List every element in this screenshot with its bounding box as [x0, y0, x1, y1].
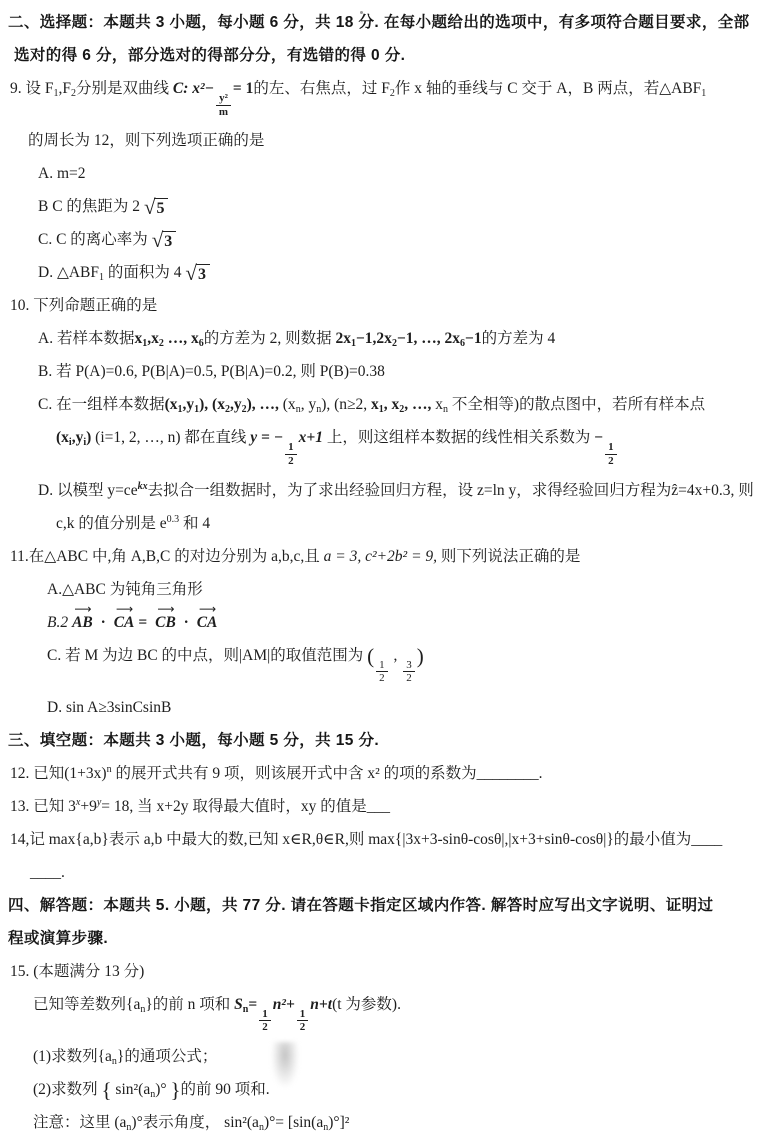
q13	[10, 796, 772, 817]
q15-header	[10, 961, 772, 982]
text-run: a = 3, c²+2b² = 9,	[323, 547, 438, 565]
text-run: (t 为参数).	[332, 995, 401, 1013]
text-run: 12. 已知(1+3x)	[10, 764, 107, 782]
q9-stem-cont	[28, 130, 772, 151]
radicand: 3	[196, 264, 210, 283]
text-run: )°	[155, 1081, 171, 1099]
vector-expression	[196, 601, 219, 633]
text-run: ·	[96, 613, 110, 631]
text-run: )°= [sin(a	[263, 1114, 324, 1132]
document-body	[0, 12, 772, 1133]
subscript: n	[316, 404, 322, 416]
text-run: C. 若 M 为边 BC 的中点，则|AM|的取值范围为	[47, 646, 368, 664]
fraction	[285, 441, 297, 467]
superscript: n	[106, 763, 112, 775]
text-run: ,y	[71, 429, 84, 447]
sec4-header-cont	[8, 928, 772, 949]
text-run: y = −	[250, 429, 284, 447]
text-run: (x	[164, 396, 178, 414]
subscript: n	[140, 1003, 146, 1015]
text-run: 3	[68, 797, 76, 815]
fraction-denominator: 2	[288, 454, 294, 467]
sec3-header	[8, 730, 772, 751]
text-run: C: x²−	[172, 80, 215, 97]
text-run: (	[367, 643, 375, 668]
subscript: n	[443, 404, 449, 416]
fraction-denominator: 2	[299, 1021, 306, 1034]
text-run: )	[416, 643, 424, 668]
fraction	[376, 659, 388, 685]
subscript: 2	[391, 338, 397, 350]
subscript: 1	[350, 338, 356, 350]
vector-expression	[113, 601, 136, 633]
fraction	[259, 1008, 271, 1034]
q14	[10, 829, 772, 850]
q15-given	[33, 994, 772, 1034]
text-run: 13. 已知	[10, 797, 69, 815]
text-run: 10. 下列命题正确的是	[10, 297, 158, 315]
q15-part2	[33, 1078, 772, 1103]
vector-expression	[154, 601, 177, 633]
vector-name: AB	[72, 613, 93, 631]
text-run: −1	[465, 330, 482, 348]
fraction-denominator: 2	[608, 454, 614, 467]
text-run: 去拟合一组数据时，为了求出经验回归方程，设 z=ln y，求得经验回归方程为ẑ=4x+0.3, 则	[147, 481, 754, 499]
text-run: A. m=2	[38, 165, 86, 183]
text-run: A. 若样本数据	[38, 330, 135, 348]
vector-name: CA	[113, 613, 135, 631]
text-run: 三、填空题：本题共 3 小题，每小题 5 分，共 15 分.	[8, 731, 380, 749]
sec4-header	[8, 895, 772, 916]
text-run: (i=1, 2, …, n) 都在直线	[91, 429, 251, 447]
text-run: B C 的焦距为 2	[38, 198, 144, 216]
text-run: 的方差为 4	[481, 330, 556, 348]
text-run: D. 以模型 y=ce	[38, 481, 138, 499]
vector-arrow-icon: ⟶	[157, 601, 174, 616]
q15-part1	[33, 1046, 772, 1067]
text-run: 9. 设 F	[10, 80, 54, 97]
text-run: ), (n≥2,	[321, 396, 372, 414]
fraction-denominator: 2	[379, 672, 385, 685]
subscript: 2	[71, 88, 76, 99]
text-run: …, x	[163, 330, 199, 348]
text-run: }	[170, 1078, 181, 1103]
subscript: 1	[142, 338, 148, 350]
text-run: , …,	[404, 396, 432, 414]
text-run: 的面积为 4	[104, 264, 186, 282]
text-run: 15. (本题满分 13 分)	[10, 962, 145, 980]
text-run: 和 4	[179, 514, 211, 532]
text-run: 四、解答题：本题共 5. 小题，共 77 分. 请在答题卡指定区域内作答. 解答时应写出文字说明、证明过	[8, 896, 714, 914]
text-run: 已知等差数列{a	[33, 995, 141, 1013]
fraction-denominator: 2	[262, 1021, 268, 1034]
subscript: n	[295, 404, 301, 416]
text-run: B.2	[47, 613, 69, 631]
text-run: +9	[80, 797, 97, 815]
text-run: )°表示角度， sin²(a	[131, 1114, 259, 1132]
q9-stem	[10, 78, 772, 118]
subscript: 6	[460, 338, 466, 350]
text-run: (2)求数列	[33, 1081, 102, 1099]
q11-option-d	[47, 697, 772, 718]
subscript: 1	[378, 404, 384, 416]
subscript: n	[242, 1003, 249, 1015]
text-run: ,x	[147, 330, 159, 348]
text-run: −1,2x	[355, 330, 392, 348]
q9-option-c	[38, 228, 772, 253]
text-run: 作 x 轴的垂线与 C 交于 A，B 两点，若△ABF	[394, 80, 702, 97]
text-run: C. C 的离心率为	[38, 231, 152, 249]
text-run: ,y	[229, 396, 242, 414]
text-run: =	[248, 995, 258, 1013]
q10-option-a	[38, 328, 772, 349]
subscript: n	[323, 1122, 329, 1133]
q12	[10, 763, 772, 784]
q10-option-d	[38, 480, 772, 501]
subscript: n	[258, 1122, 264, 1133]
vector-arrow-icon: ⟶	[198, 601, 216, 616]
text-run: D. sin A≥3sinCsinB	[47, 698, 172, 716]
text-run: ), …,	[246, 396, 279, 414]
text-run: ,F	[58, 80, 71, 97]
q10-option-d-cont	[56, 513, 772, 534]
sec2-header	[8, 12, 772, 33]
fraction-numerator: y²	[216, 92, 231, 106]
subscript: 1	[53, 88, 59, 99]
text-run: B. 若 P(A)=0.6, P(B|A)=0.5, P(B|A)=0.2, 则 P(B)=0.38	[38, 363, 385, 381]
fraction-numerator: 1	[376, 659, 388, 673]
text-run: )°]²	[328, 1114, 350, 1132]
fraction-numerator: 3	[403, 659, 415, 673]
text-run: x	[431, 396, 444, 414]
text-run: ·	[179, 613, 193, 631]
text-run: 11.在△ABC 中,角 A,B,C 的对边分别为 a,b,c,且	[10, 547, 324, 565]
text-run: −1, …, 2x	[396, 330, 461, 348]
subscript: n	[150, 1089, 156, 1101]
text-run: x	[371, 396, 379, 414]
text-run: sin²(a	[111, 1081, 151, 1099]
fraction-numerator: 1	[605, 441, 617, 455]
q9-option-d	[38, 261, 772, 286]
text-run: S	[234, 995, 243, 1013]
q11-option-c	[47, 645, 772, 685]
superscript: y	[96, 796, 102, 808]
subscript: 1	[701, 88, 707, 99]
subscript: 1	[177, 404, 183, 416]
fraction-numerator: 1	[285, 441, 297, 455]
text-run: ,	[389, 646, 402, 664]
sqrt-expression	[185, 261, 210, 286]
vector-name: CB	[155, 613, 176, 631]
text-run: , y	[300, 396, 317, 414]
scan-speck-artifact	[360, 11, 363, 14]
vector-name: CA	[196, 613, 218, 631]
text-run: 程或演算步骤.	[8, 929, 109, 947]
q10-stem	[10, 295, 772, 316]
fraction	[403, 659, 415, 685]
subscript: i	[68, 437, 72, 449]
fraction	[216, 92, 231, 118]
text-run: 分别是双曲线	[76, 80, 173, 97]
q9-option-b	[38, 195, 772, 220]
text-run: = 1	[232, 80, 254, 97]
sec2-header-cont	[14, 45, 772, 66]
text-run: x+1	[298, 429, 323, 447]
q14-blank-cont	[30, 862, 772, 883]
q10-option-c-cont	[56, 427, 772, 467]
text-run: x	[134, 330, 143, 348]
fraction-numerator: 1	[297, 1008, 309, 1022]
text-run: (x	[278, 396, 296, 414]
text-run: 的前 90 项和.	[180, 1081, 270, 1099]
text-run: −	[594, 429, 604, 447]
text-run: =	[138, 613, 152, 631]
subscript: 2	[224, 404, 230, 416]
text-run: , x	[383, 396, 400, 414]
text-run: 的方差为 2, 则数据	[203, 330, 336, 348]
text-run: 注意：这里 (a	[33, 1114, 127, 1132]
subscript: 2	[158, 338, 164, 350]
text-run: n+t	[310, 995, 333, 1013]
radical-sign-icon: √	[143, 195, 156, 220]
text-run: {	[101, 1078, 112, 1103]
text-run: 则下列说法正确的是	[437, 547, 581, 565]
text-run: = 18,	[101, 797, 134, 815]
text-run: (x	[56, 429, 69, 447]
q10-option-b	[38, 361, 772, 382]
text-run: }的前 n 项和	[145, 995, 235, 1013]
text-run: 当 x+2y 取得最大值时，xy 的值是___	[133, 797, 391, 815]
text-run: 的左、右焦点，过 F	[253, 80, 390, 97]
text-run: n²+	[272, 995, 295, 1013]
radical-sign-icon: √	[151, 228, 164, 253]
subscript: i	[83, 437, 87, 449]
subscript: 1	[194, 404, 200, 416]
superscript: 0.3	[166, 513, 180, 525]
text-run: 不全相等)的散点图中，若所有样本点	[448, 396, 706, 414]
text-run: )	[86, 429, 92, 447]
text-run: 的展开式共有 9 项，则该展开式中含 x² 的项的系数为	[111, 764, 477, 782]
text-run: ), (x	[199, 396, 225, 414]
text-run: (1)求数列{a	[33, 1048, 112, 1066]
text-run: C. 在一组样本数据	[38, 396, 165, 414]
q11-stem	[10, 546, 772, 567]
text-run: ________.	[476, 764, 543, 782]
fraction	[605, 441, 617, 467]
text-run: 上，则这组样本数据的线性相关系数为	[322, 429, 595, 447]
subscript: 6	[198, 338, 204, 350]
text-run: 14,记 max{a,b}表示 a,b 中最大的数,已知 x∈R,θ∈R,则 max{|3x+3-sinθ-cosθ|,|x+3+sinθ-cosθ|}的最小值为____	[10, 830, 723, 848]
vector-arrow-icon: ⟶	[74, 601, 91, 616]
sqrt-expression	[143, 195, 169, 220]
text-run: D. △ABF	[38, 264, 100, 282]
q9-option-a	[38, 163, 772, 184]
text-run: 选对的得 6 分，部分选对的得部分分，有选错的得 0 分.	[14, 47, 406, 64]
q10-option-c	[38, 394, 772, 415]
text-run: c,k 的值分别是 e	[56, 514, 167, 532]
q15-note	[33, 1112, 772, 1133]
fraction-numerator: 1	[259, 1008, 271, 1022]
subscript: 2	[241, 404, 247, 416]
text-run: 二、选择题：本题共 3 小题，每小题 6 分，共 18 分. 在每小题给出的选项中，有多项符合题目要求，全部	[8, 14, 750, 31]
text-run: ____.	[30, 863, 65, 881]
subscript: 2	[389, 88, 395, 99]
q11-option-b	[47, 601, 772, 633]
q11-option-a	[47, 579, 772, 600]
fraction-denominator: m	[218, 105, 229, 118]
radicand: 3	[162, 231, 176, 250]
superscript: x	[75, 796, 81, 808]
text-run: }的通项公式；	[116, 1048, 218, 1066]
text-run: 2x	[335, 330, 351, 348]
vector-expression	[71, 601, 94, 633]
fraction	[297, 1008, 309, 1034]
subscript: 1	[99, 272, 105, 284]
radical-sign-icon: √	[185, 261, 197, 286]
subscript: 2	[399, 404, 405, 416]
radicand: 5	[154, 198, 168, 217]
fraction-denominator: 2	[406, 672, 412, 685]
subscript: n	[111, 1056, 117, 1068]
superscript: kx	[137, 480, 148, 492]
sqrt-expression	[151, 228, 177, 253]
vector-arrow-icon: ⟶	[115, 601, 133, 616]
subscript: n	[126, 1122, 132, 1133]
text-run: ,y	[182, 396, 195, 414]
text-run: A.△ABC 为钝角三角形	[47, 580, 203, 598]
text-run: 的周长为 12，则下列选项正确的是	[28, 132, 265, 150]
